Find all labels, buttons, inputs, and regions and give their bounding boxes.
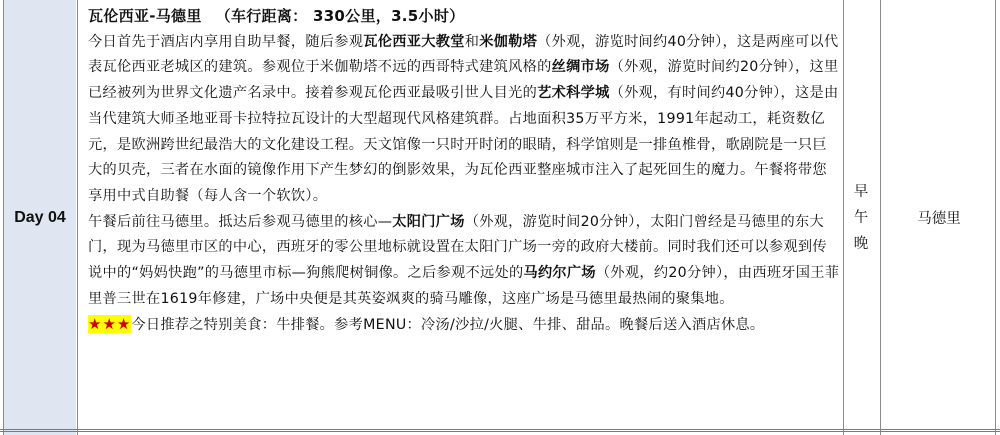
highlight-arts-science-city: 艺术科学城 — [537, 85, 610, 102]
table-border-left — [3, 0, 4, 435]
text-segment: （外观，游览时间20分钟），太阳门曾经是马德里的东大门，现为马德里市区的中心，西班牙的零公里地标就设置在太阳门广场一旁的政府大楼前。同时我们还可以参观到传说中的“妈妈快跑”的马德里市标—狗熊爬树铜像。之后参观不远处的 — [88, 213, 827, 282]
meal-breakfast: 早 — [853, 183, 869, 200]
text-segment: （外观，游览时间约40分钟），这是两座可以代表瓦伦西亚老城区的建筑。参观位于米伽勒塔不远的西哥特式建筑风格的 — [88, 33, 839, 76]
text-segment: （外观，游览时间约20分钟），这里已经被列为世界文化遗产名录中。接着参观瓦伦西亚最吸引世人目光的 — [88, 59, 839, 102]
hotel-cell — [884, 0, 994, 435]
table-border-right — [995, 0, 996, 435]
route-name: 瓦伦西亚-马德里 — [88, 7, 202, 25]
text-segment: 午餐后前往马德里。抵达后参观马德里的核心— — [88, 213, 393, 230]
paragraph-madrid — [88, 210, 840, 313]
route-title — [88, 4, 840, 30]
meal-dinner: 晚 — [853, 235, 869, 252]
table-divider — [77, 0, 78, 435]
table-border-bottom — [0, 429, 1000, 432]
day-label: Day 04 — [14, 208, 66, 226]
highlight-miguelete-tower: 米伽勒塔 — [479, 33, 538, 50]
day-cell — [4, 0, 76, 435]
text-segment: （外观，有时间约40分钟），这是由当代建筑大师圣地亚哥卡拉特拉瓦设计的大型超现代风格建筑群。占地面积35万平方米，1991年起动工，耗资数亿元，是欧洲跨世纪最浩大的文化建设工程。天文馆像一只时开时闭的眼睛，科学馆则是一排鱼椎骨，歌剧院是一只巨大的贝壳，三者在水面的镜像作用下产生梦幻的倒影效果，为瓦伦西亚整座城市注入了起死回生的魔力。午餐将带您享用中式自助餐（每人含一个软饮）。 — [88, 85, 839, 204]
paragraph-food — [88, 312, 840, 339]
table-divider — [843, 0, 844, 435]
text-segment: 今日首先于酒店内享用自助早餐，随后参观 — [88, 33, 364, 50]
day-description — [88, 4, 840, 339]
highlight-silk-market: 丝绸市场 — [551, 59, 610, 76]
table-divider — [880, 0, 881, 435]
paragraph-valencia — [88, 30, 840, 210]
star-rating-icon: ★★★ — [88, 315, 132, 334]
highlight-puerta-del-sol: 太阳门广场 — [392, 213, 465, 230]
highlight-plaza-mayor: 马约尔广场 — [523, 265, 596, 282]
meal-lunch: 午 — [853, 209, 869, 226]
text-segment: 和 — [464, 33, 480, 50]
hotel-city: 马德里 — [917, 211, 961, 227]
highlight-cathedral: 瓦伦西亚大教堂 — [363, 33, 465, 50]
text-segment: （外观，约20分钟），由西班牙国王菲里普三世在1619年修建，广场中央便是其英姿飒爽的骑马雕像，这座广场是马德里最热闹的聚集地。 — [88, 265, 840, 307]
route-distance: （车行距离： 330公里，3.5小时） — [215, 7, 465, 25]
meals-cell — [846, 0, 876, 435]
recommended-meal-text: 今日推荐之特别美食：牛排餐。参考MENU：冷汤/沙拉/火腿、牛排、甜品。晚餐后送入酒店休息。 — [131, 317, 765, 334]
